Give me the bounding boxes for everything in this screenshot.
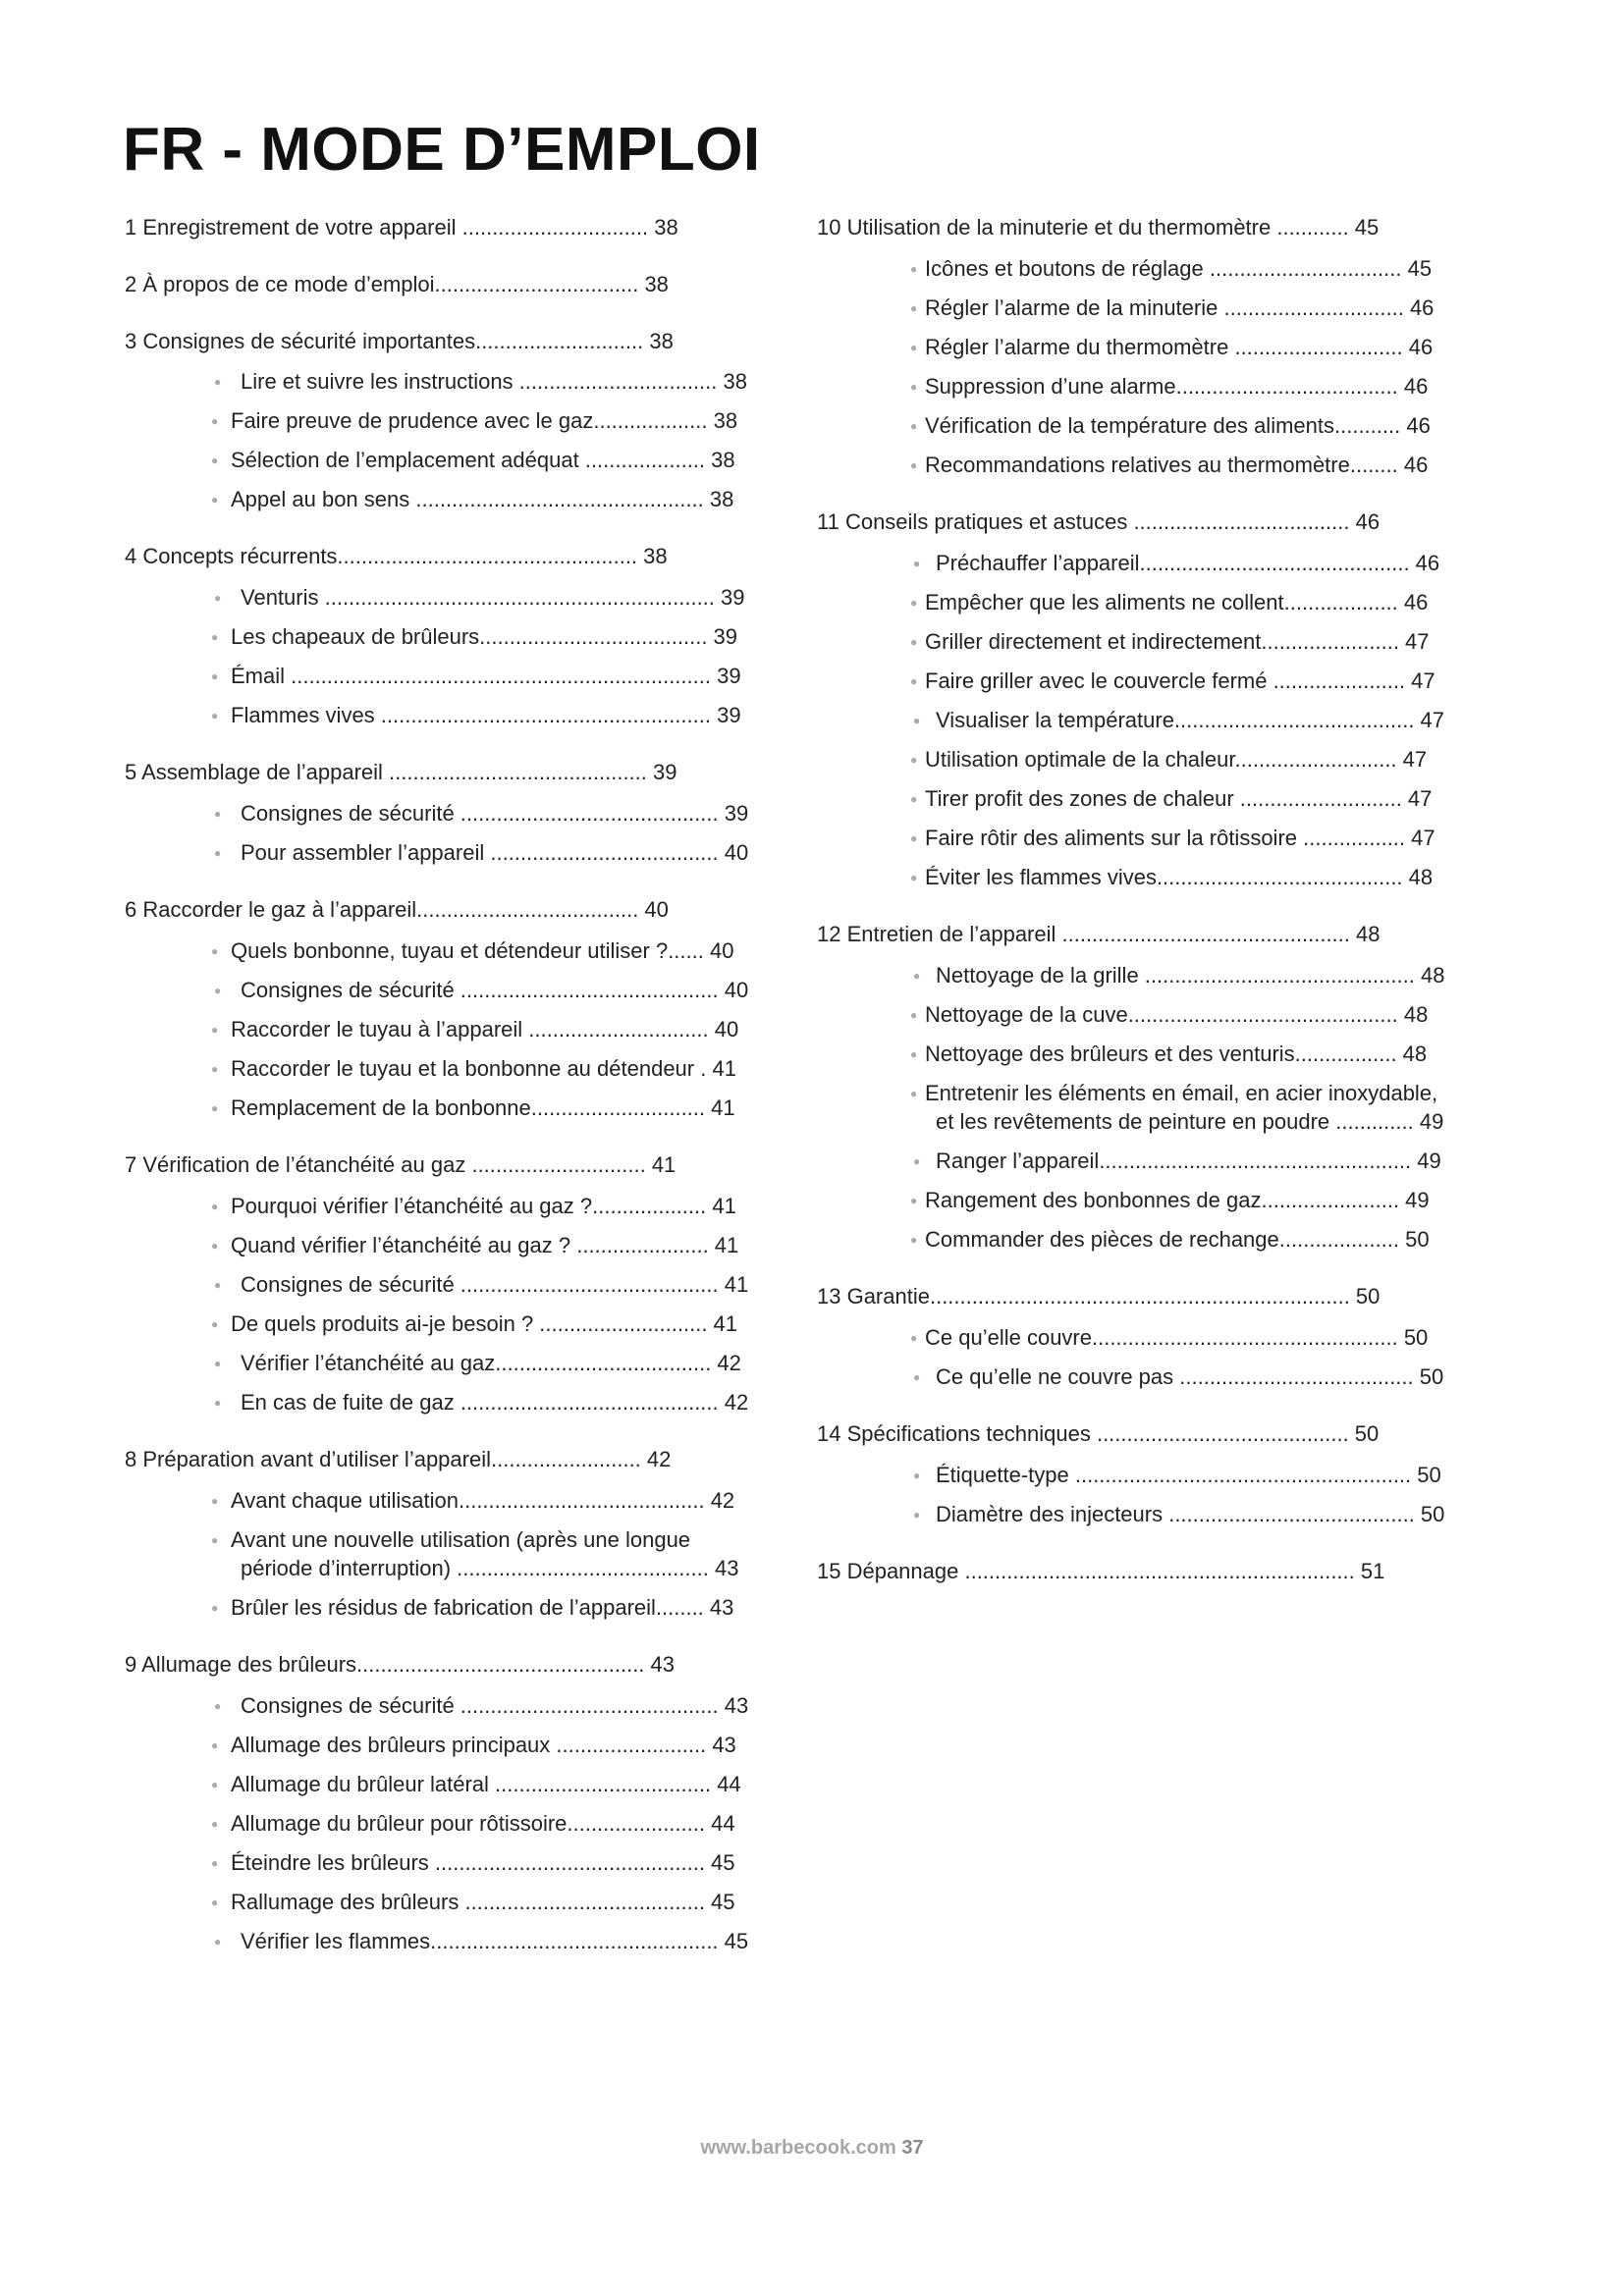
toc-subitem[interactable]: Vérifier l’étanchéité au gaz.................................... 42 <box>241 1351 741 1375</box>
footer-page-number: 37 <box>901 2137 924 2159</box>
bullet-icon: ● <box>211 414 219 428</box>
bullet-icon: ● <box>211 1533 219 1547</box>
toc-subitem[interactable]: Allumage des brûleurs principaux ......................... 43 <box>231 1733 736 1757</box>
toc-subitem[interactable]: Lire et suivre les instructions ................................. 38 <box>241 369 747 394</box>
bullet-icon: ● <box>214 984 222 997</box>
toc-subitem[interactable]: Sélection de l’emplacement adéquat .................... 38 <box>231 448 735 472</box>
bullet-icon: ● <box>214 807 222 821</box>
bullet-icon: ● <box>910 458 918 472</box>
toc-subitem[interactable]: Avant une nouvelle utilisation (après une longue <box>231 1527 691 1552</box>
bullet-icon: ● <box>910 1331 918 1345</box>
toc-subitem[interactable]: Régler l’alarme du thermomètre ............................ 46 <box>925 335 1434 359</box>
toc-subitem[interactable]: Ranger l’appareil.................................................... 49 <box>936 1148 1441 1173</box>
toc-subitem[interactable]: Étiquette-type ........................................................ 50 <box>936 1463 1441 1487</box>
toc-subitem-continuation[interactable]: période d’interruption) .......................................... 43 <box>241 1556 739 1580</box>
bullet-icon: ● <box>214 1357 222 1370</box>
toc-subitem[interactable]: Suppression d’une alarme..................................... 46 <box>925 374 1429 399</box>
toc-subitem[interactable]: Nettoyage de la cuve............................................. 48 <box>925 1002 1429 1027</box>
footer-website-link[interactable]: www.barbecook.com <box>700 2137 896 2159</box>
toc-subitem[interactable]: De quels produits ai-je besoin ? ............................ 41 <box>231 1311 738 1336</box>
bullet-icon: ● <box>211 1200 219 1213</box>
toc-subitem[interactable]: Rangement des bonbonnes de gaz....................... 49 <box>925 1188 1430 1212</box>
bullet-icon: ● <box>211 944 219 958</box>
toc-subitem[interactable]: Faire preuve de prudence avec le gaz................... 38 <box>231 408 738 433</box>
bullet-icon: ● <box>214 1278 222 1292</box>
bullet-icon: ● <box>211 1738 219 1752</box>
toc-section-12[interactable]: 12 Entretien de l’appareil ................................................ 48 <box>817 922 1380 946</box>
toc-subitem[interactable]: Empêcher que les aliments ne collent................... 46 <box>925 590 1429 614</box>
bullet-icon: ● <box>913 1154 921 1168</box>
bullet-icon: ● <box>211 493 219 507</box>
toc-subitem[interactable]: Avant chaque utilisation......................................... 42 <box>231 1488 735 1513</box>
toc-subitem[interactable]: Régler l’alarme de la minuterie .............................. 46 <box>925 295 1435 320</box>
bullet-icon: ● <box>910 596 918 610</box>
toc-subitem[interactable]: Raccorder le tuyau à l’appareil .............................. 40 <box>231 1017 739 1041</box>
toc-section-11[interactable]: 11 Conseils pratiques et astuces .................................... 46 <box>817 509 1380 534</box>
toc-subitem[interactable]: Appel au bon sens ................................................ 38 <box>231 487 734 511</box>
bullet-icon: ● <box>211 1778 219 1791</box>
page-title: FR - MODE D’EMPLOI <box>123 116 761 184</box>
toc-subitem[interactable]: Allumage du brûleur latéral .................................... 44 <box>231 1772 741 1796</box>
toc-section-4[interactable]: 4 Concepts récurrents.................................................. 38 <box>125 544 668 568</box>
toc-subitem[interactable]: Flammes vives ....................................................... 39 <box>231 703 741 727</box>
toc-subitem[interactable]: Quand vérifier l’étanchéité au gaz ? ...................... 41 <box>231 1233 739 1257</box>
toc-subitem-continuation[interactable]: et les revêtements de peinture en poudre ............. 49 <box>936 1109 1444 1134</box>
toc-subitem[interactable]: Brûler les résidus de fabrication de l’appareil........ 43 <box>231 1595 734 1620</box>
toc-section-14[interactable]: 14 Spécifications techniques .......................................... 50 <box>817 1421 1380 1446</box>
toc-subitem[interactable]: Venturis ................................................................. 39 <box>241 585 745 610</box>
toc-subitem[interactable]: Nettoyage de la grille ............................................. 48 <box>936 963 1445 988</box>
bullet-icon: ● <box>211 1601 219 1615</box>
bullet-icon: ● <box>211 1239 219 1253</box>
toc-subitem[interactable]: Émail ...................................................................... 39 <box>231 664 741 688</box>
bullet-icon: ● <box>214 591 222 605</box>
bullet-icon: ● <box>910 753 918 767</box>
toc-subitem[interactable]: Pourquoi vérifier l’étanchéité au gaz ?................... 41 <box>231 1194 736 1218</box>
bullet-icon: ● <box>910 262 918 276</box>
bullet-icon: ● <box>910 341 918 354</box>
toc-subitem[interactable]: Quels bonbonne, tuyau et détendeur utiliser ?...... 40 <box>231 938 734 963</box>
bullet-icon: ● <box>910 1008 918 1022</box>
toc-subitem[interactable]: Entretenir les éléments en émail, en acier inoxydable, <box>925 1081 1438 1105</box>
toc-subitem[interactable]: Ce qu’elle ne couvre pas ....................................... 50 <box>936 1364 1444 1389</box>
bullet-icon: ● <box>214 1699 222 1713</box>
toc-section-6[interactable]: 6 Raccorder le gaz à l’appareil..................................... 40 <box>125 897 669 922</box>
bullet-icon: ● <box>910 419 918 433</box>
toc-subitem[interactable]: Vérifier les flammes................................................ 45 <box>241 1929 749 1953</box>
bullet-icon: ● <box>211 630 219 644</box>
bullet-icon: ● <box>910 1047 918 1061</box>
toc-subitem[interactable]: Rallumage des brûleurs ........................................ 45 <box>231 1890 735 1914</box>
toc-subitem[interactable]: Icônes et boutons de réglage ................................ 45 <box>925 256 1433 281</box>
bullet-icon: ● <box>910 871 918 884</box>
bullet-icon: ● <box>211 1494 219 1508</box>
toc-section-15[interactable]: 15 Dépannage ................................................................. 51 <box>817 1559 1385 1583</box>
bullet-icon: ● <box>214 375 222 389</box>
bullet-icon: ● <box>211 1856 219 1870</box>
bullet-icon: ● <box>211 1101 219 1115</box>
toc-subitem[interactable]: Pour assembler l’appareil ...................................... 40 <box>241 840 749 865</box>
toc-section-13[interactable]: 13 Garantie...................................................................... 50 <box>817 1284 1380 1308</box>
toc-subitem[interactable]: Diamètre des injecteurs ......................................... 50 <box>936 1502 1445 1526</box>
bullet-icon: ● <box>214 846 222 860</box>
toc-subitem[interactable]: Éteindre les brûleurs ............................................. 45 <box>231 1850 735 1875</box>
toc-subitem[interactable]: Remplacement de la bonbonne............................. 41 <box>231 1095 735 1120</box>
toc-section-3[interactable]: 3 Consignes de sécurité importantes............................ 38 <box>125 329 674 353</box>
bullet-icon: ● <box>214 1396 222 1410</box>
bullet-icon: ● <box>211 1896 219 1909</box>
bullet-icon: ● <box>910 380 918 394</box>
toc-section-2[interactable]: 2 À propos de ce mode d’emploi.................................. 38 <box>125 272 669 296</box>
toc-subitem[interactable]: Consignes de sécurité ........................................... 41 <box>241 1272 749 1297</box>
toc-subitem[interactable]: Consignes de sécurité ........................................... 40 <box>241 978 749 1002</box>
toc-section-5[interactable]: 5 Assemblage de l’appareil ........................................... 39 <box>125 760 677 784</box>
bullet-icon: ● <box>910 1233 918 1247</box>
toc-subitem[interactable]: Utilisation optimale de la chaleur........................... 47 <box>925 747 1428 772</box>
bullet-icon: ● <box>214 1935 222 1949</box>
bullet-icon: ● <box>913 1468 921 1482</box>
toc-section-9[interactable]: 9 Allumage des brûleurs................................................ 43 <box>125 1652 676 1677</box>
toc-subitem[interactable]: Visualiser la température........................................ 47 <box>936 708 1445 732</box>
bullet-icon: ● <box>211 1817 219 1831</box>
toc-subitem[interactable]: Faire rôtir des aliments sur la rôtissoire ................. 47 <box>925 826 1435 850</box>
bullet-icon: ● <box>211 1023 219 1037</box>
page-footer <box>0 2137 1624 2160</box>
toc-subitem[interactable]: Ce qu’elle couvre................................................... 50 <box>925 1325 1429 1350</box>
bullet-icon: ● <box>910 674 918 688</box>
bullet-icon: ● <box>211 1317 219 1331</box>
bullet-icon: ● <box>913 714 921 727</box>
bullet-icon: ● <box>211 454 219 467</box>
bullet-icon: ● <box>913 969 921 983</box>
toc-subitem[interactable]: Consignes de sécurité ........................................... 43 <box>241 1693 749 1718</box>
bullet-icon: ● <box>913 557 921 570</box>
bullet-icon: ● <box>211 669 219 683</box>
toc-subitem[interactable]: Recommandations relatives au thermomètre........ 46 <box>925 453 1429 477</box>
toc-subitem[interactable]: Éviter les flammes vives......................................... 48 <box>925 865 1434 889</box>
toc-subitem[interactable]: Préchauffer l’appareil............................................. 46 <box>936 551 1440 575</box>
toc-subitem[interactable]: Griller directement et indirectement....................... 47 <box>925 629 1430 654</box>
toc-subitem[interactable]: Commander des pièces de rechange.................... 50 <box>925 1227 1430 1252</box>
bullet-icon: ● <box>910 1087 918 1100</box>
toc-subitem[interactable]: Allumage du brûleur pour rôtissoire....................... 44 <box>231 1811 735 1836</box>
toc-subitem[interactable]: Vérification de la température des aliments........... 46 <box>925 413 1431 438</box>
bullet-icon: ● <box>910 792 918 806</box>
bullet-icon: ● <box>913 1370 921 1384</box>
bullet-icon: ● <box>910 635 918 649</box>
toc-subitem[interactable]: Nettoyage des brûleurs et des venturis................. 48 <box>925 1041 1428 1066</box>
bullet-icon: ● <box>913 1508 921 1522</box>
toc-subitem[interactable]: Faire griller avec le couvercle fermé ...................... 47 <box>925 668 1435 693</box>
bullet-icon: ● <box>211 1062 219 1076</box>
toc-subitem[interactable]: Raccorder le tuyau et la bonbonne au détendeur . 41 <box>231 1056 736 1081</box>
toc-subitem[interactable]: En cas de fuite de gaz ........................................... 42 <box>241 1390 749 1415</box>
toc-section-10[interactable]: 10 Utilisation de la minuterie et du thermomètre ............ 45 <box>817 215 1380 240</box>
bullet-icon: ● <box>211 709 219 722</box>
toc-section-7[interactable]: 7 Vérification de l’étanchéité au gaz ............................. 41 <box>125 1152 677 1177</box>
toc-subitem[interactable]: Tirer profit des zones de chaleur ........................... 47 <box>925 786 1433 811</box>
bullet-icon: ● <box>910 1194 918 1207</box>
bullet-icon: ● <box>910 301 918 315</box>
toc-subitem[interactable]: Les chapeaux de brûleurs...................................... 39 <box>231 624 738 649</box>
toc-section-1[interactable]: 1 Enregistrement de votre appareil ............................... 38 <box>125 215 678 240</box>
toc-section-8[interactable]: 8 Préparation avant d’utiliser l’appareil......................... 42 <box>125 1447 672 1471</box>
toc-subitem[interactable]: Consignes de sécurité ........................................... 39 <box>241 801 749 826</box>
bullet-icon: ● <box>910 831 918 845</box>
